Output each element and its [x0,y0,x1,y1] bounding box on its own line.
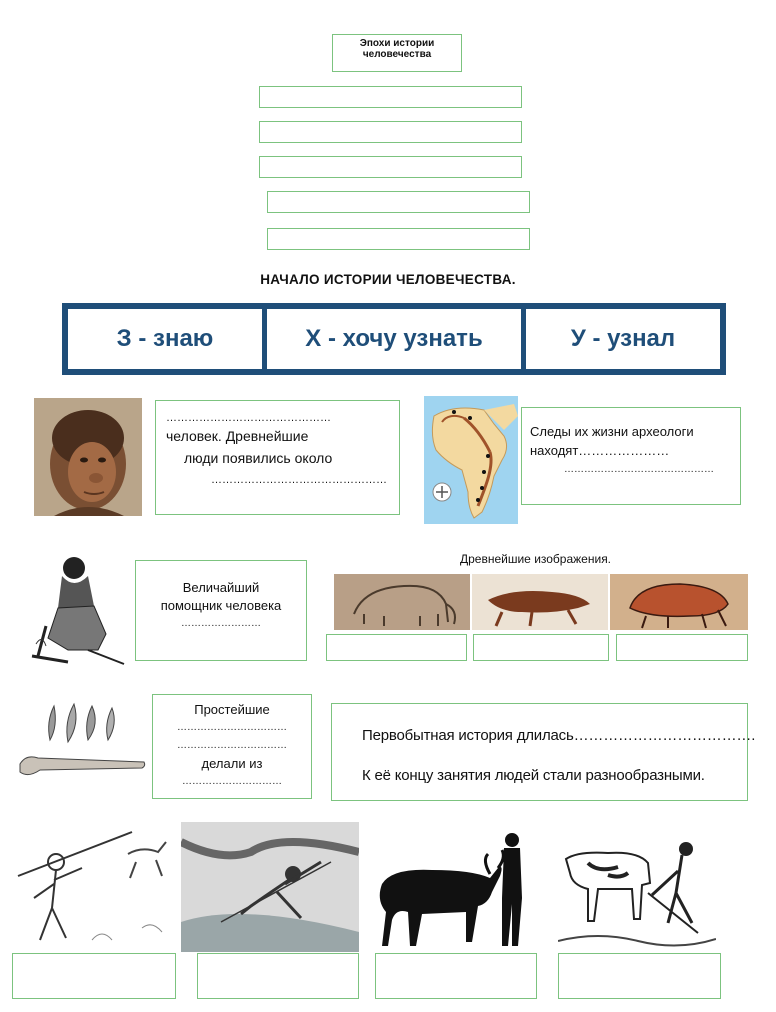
helper-line-3: …………………… [181,618,261,629]
tools-line-3: …………………………… [177,740,287,751]
kwl-table [62,303,726,375]
man-making-fire-image [28,546,126,670]
traces-line-1: Следы их жизни археологи [530,424,694,439]
tools-line-2: …………………………… [177,722,287,733]
text-box-tools [152,694,312,799]
activity-answer-4[interactable] [558,953,721,999]
activity-answer-1[interactable] [12,953,176,999]
traces-line-2: находят………………… [530,443,670,458]
drawing-answer-3[interactable] [616,634,748,661]
text-box-helper [135,560,307,661]
hunter-spear-image [12,828,180,950]
early-man-portrait-image [34,398,142,516]
tools-line-1: Простейшие [194,702,270,717]
drawing-answer-2[interactable] [473,634,609,661]
drawing-answer-1[interactable] [326,634,467,661]
stone-tools-image [16,696,146,786]
tools-line-4: делали из [201,756,263,771]
cave-bison-image [610,574,748,630]
epochs-title: Эпохи истории человечества [359,38,435,60]
early-man-line-1: ……………………………………… [166,412,331,424]
history-line-2: К её концу занятия людей стали разнообразными. [362,767,705,784]
africa-map-image [424,396,518,524]
kwl-want[interactable]: Х - хочу узнать [267,309,521,369]
plowing-image [558,823,716,953]
text-box-traces [521,407,741,505]
helper-line-2: помощник человека [160,598,282,613]
tools-line-5: ………………………… [182,776,282,787]
kwl-learned[interactable]: У - узнал [526,309,720,369]
drawings-title: Древнейшие изображения. [460,552,612,566]
helper-line-1: Величайший [182,580,260,595]
history-line-1: Первобытная история длилась………………………………. [362,727,756,744]
early-man-line-3: люди появились около [184,450,333,466]
traces-line-3: ……………………………………… [564,464,714,475]
page-heading: НАЧАЛО ИСТОРИИ ЧЕЛОВЕЧЕСТВА. [260,272,516,287]
epoch-field-2[interactable] [259,121,522,143]
early-man-line-4: ………………………………………… [211,474,387,486]
early-man-line-2: человек. Древнейшие [166,428,309,444]
kwl-know[interactable]: З - знаю [68,309,262,369]
epochs-title-box [332,34,462,72]
cave-horse-image [472,574,608,630]
epoch-field-3[interactable] [259,156,522,178]
activity-answer-3[interactable] [375,953,537,999]
text-box-history [331,703,756,801]
domestication-bull-image [362,828,544,952]
epoch-field-4[interactable] [267,191,530,213]
epoch-field-1[interactable] [259,86,522,108]
cave-mammoth-image [334,574,470,630]
activity-answer-2[interactable] [197,953,359,999]
epoch-field-5[interactable] [267,228,530,250]
text-box-early-man [155,400,400,515]
fishing-image [181,822,359,952]
